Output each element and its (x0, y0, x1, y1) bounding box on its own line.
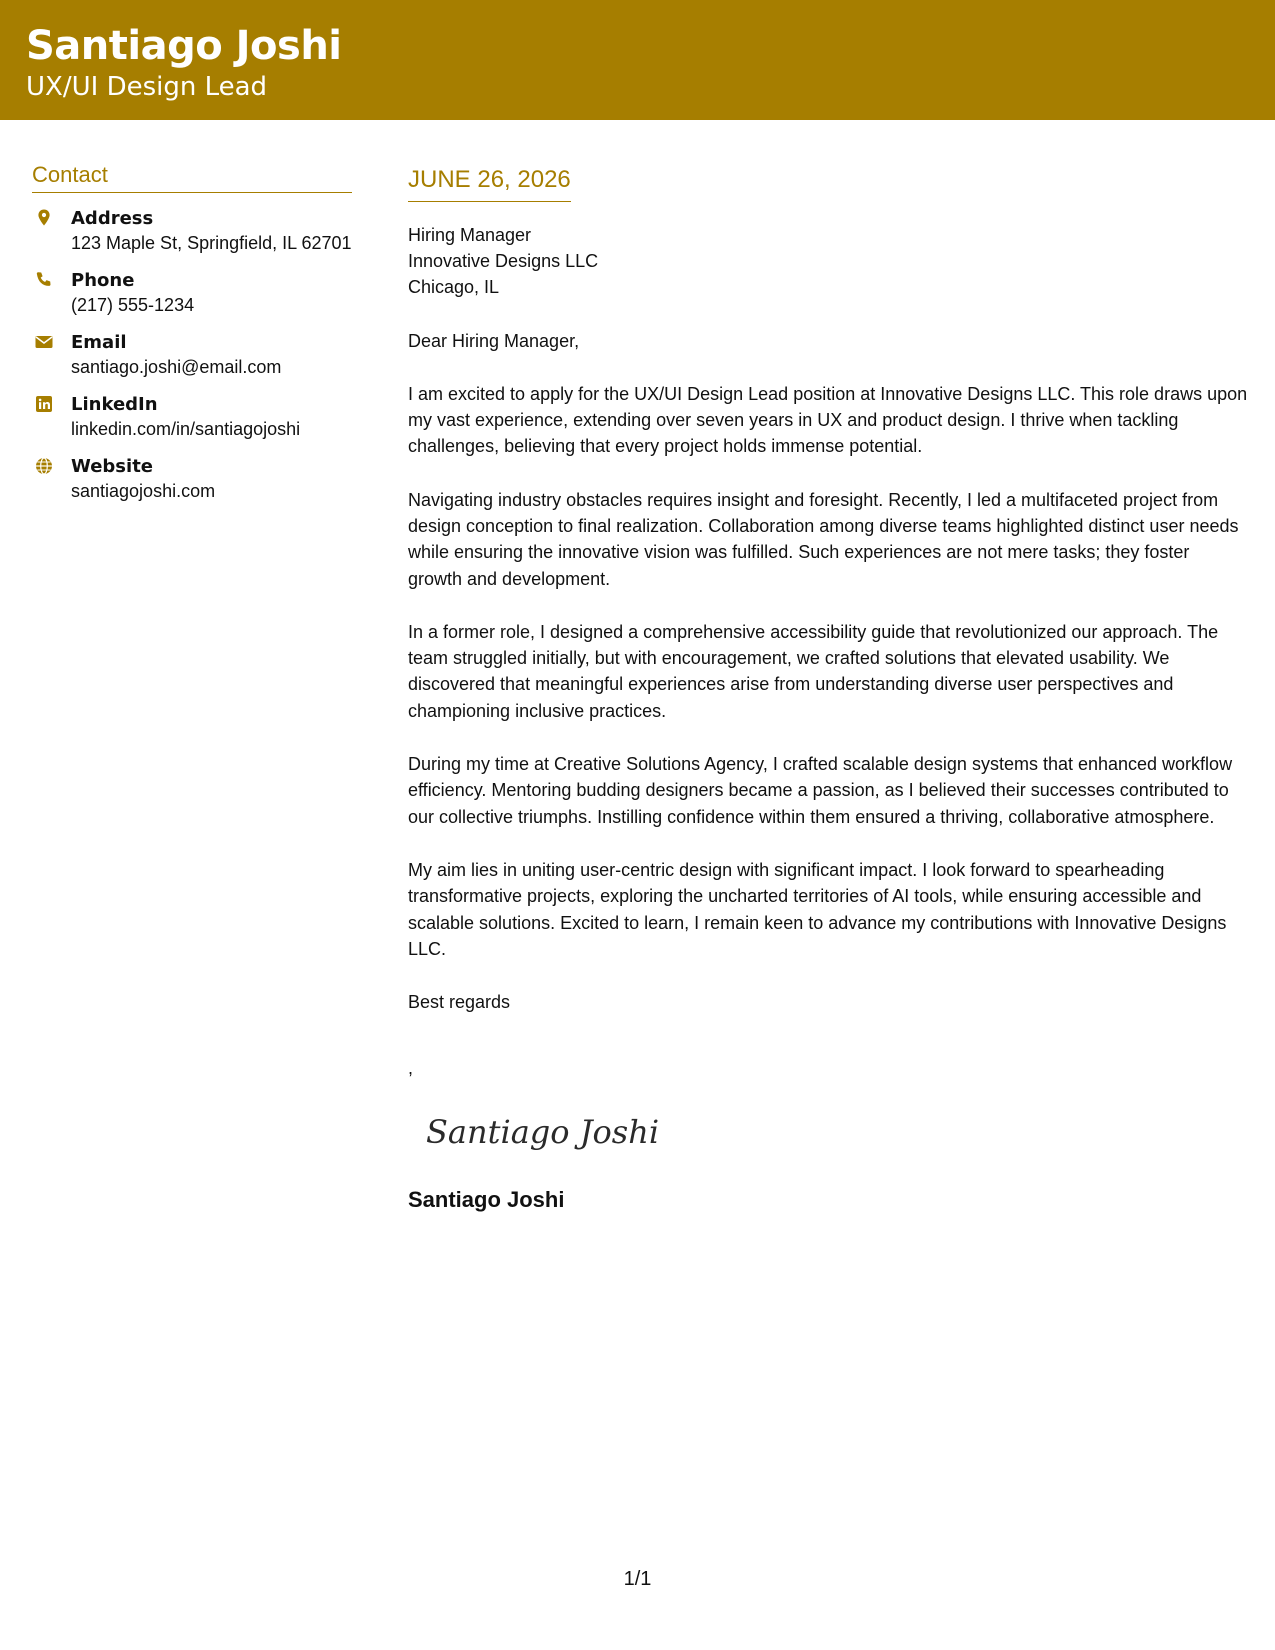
contact-label: LinkedIn (71, 394, 158, 416)
recipient-line: Innovative Designs LLC (408, 250, 599, 271)
letter-paragraph: During my time at Creative Solutions Agency, I crafted scalable design systems that enhanced workflow efficiency. Mentoring budding designers became a passion, as I believed their successes contributed to our collective triumphs. Instilling confidence within them ensured a thriving, collaborative atmosphere. (408, 754, 1233, 827)
envelope-icon (34, 332, 54, 352)
letter-paragraph: I am excited to apply for the UX/UI Design Lead position at Innovative Designs LLC. This role draws upon my vast experience, extending over seven years in UX and product design. I thrive when tackling challenges, believing that every project holds immense potential. (408, 383, 1248, 457)
contact-value: santiago.joshi@email.com (71, 357, 282, 378)
recipient-line: Chicago, IL (408, 276, 500, 297)
contact-label: Email (71, 332, 127, 354)
linkedin-icon (34, 394, 54, 414)
contact-sidebar (32, 162, 352, 503)
letter-header (0, 0, 1275, 120)
closing-comma: , (408, 1058, 414, 1079)
contact-label: Address (71, 208, 154, 230)
contact-item-website (32, 455, 352, 503)
letter-paragraph: Navigating industry obstacles requires insight and foresight. Recently, I led a multifaceted project from design conception to final realization. Collaboration among diverse teams highlighted distinct user needs while ensuring the innovative vision was fulfilled. Such experiences are not mere tasks; they foster growth and development. (408, 489, 1239, 589)
recipient-block (408, 222, 1248, 300)
contact-value: (217) 555-1234 (71, 295, 195, 316)
contact-heading: Contact (32, 162, 352, 193)
letter-date: JUNE 26, 2026 (408, 166, 571, 202)
contact-value: santiagojoshi.com (71, 481, 216, 502)
signature-image (420, 1103, 680, 1159)
contact-item-linkedin (32, 393, 352, 441)
closing: Best regards (408, 992, 511, 1013)
contact-item-address (32, 207, 352, 255)
contact-value: linkedin.com/in/santiagojoshi (71, 419, 301, 440)
contact-label: Website (71, 456, 154, 478)
letter-paragraph: In a former role, I designed a comprehensive accessibility guide that revolutionized our approach. The team struggled initially, but with encouragement, we crafted solutions that elevated usability. We discovered that meaningful experiences arise from understanding diverse user perspectives and championing inclusive practices. (408, 621, 1219, 721)
recipient-line: Hiring Manager (408, 224, 532, 245)
letter-paragraph: My aim lies in uniting user-centric design with significant impact. I look forward to spearheading transformative projects, exploring the uncharted territories of AI tools, while ensuring accessible and scalable solutions. Excited to learn, I remain keen to advance my contributions with Innovative Designs LLC. (408, 859, 1227, 959)
signed-name: Santiago Joshi (408, 1187, 565, 1213)
map-pin-icon (34, 208, 54, 228)
applicant-title: UX/UI Design Lead (26, 72, 268, 102)
applicant-name: Santiago Joshi (26, 23, 342, 69)
salutation: Dear Hiring Manager, (408, 330, 580, 351)
contact-item-email (32, 331, 352, 379)
contact-value: 123 Maple St, Springfield, IL 62701 (71, 233, 352, 254)
globe-icon (34, 456, 54, 476)
contact-label: Phone (71, 270, 135, 292)
contact-item-phone (32, 269, 352, 317)
letter-body (408, 166, 1248, 1214)
phone-icon (34, 270, 54, 290)
page-number: 1/1 (623, 1568, 652, 1590)
signature-text: Santiago Joshi (426, 1113, 660, 1152)
